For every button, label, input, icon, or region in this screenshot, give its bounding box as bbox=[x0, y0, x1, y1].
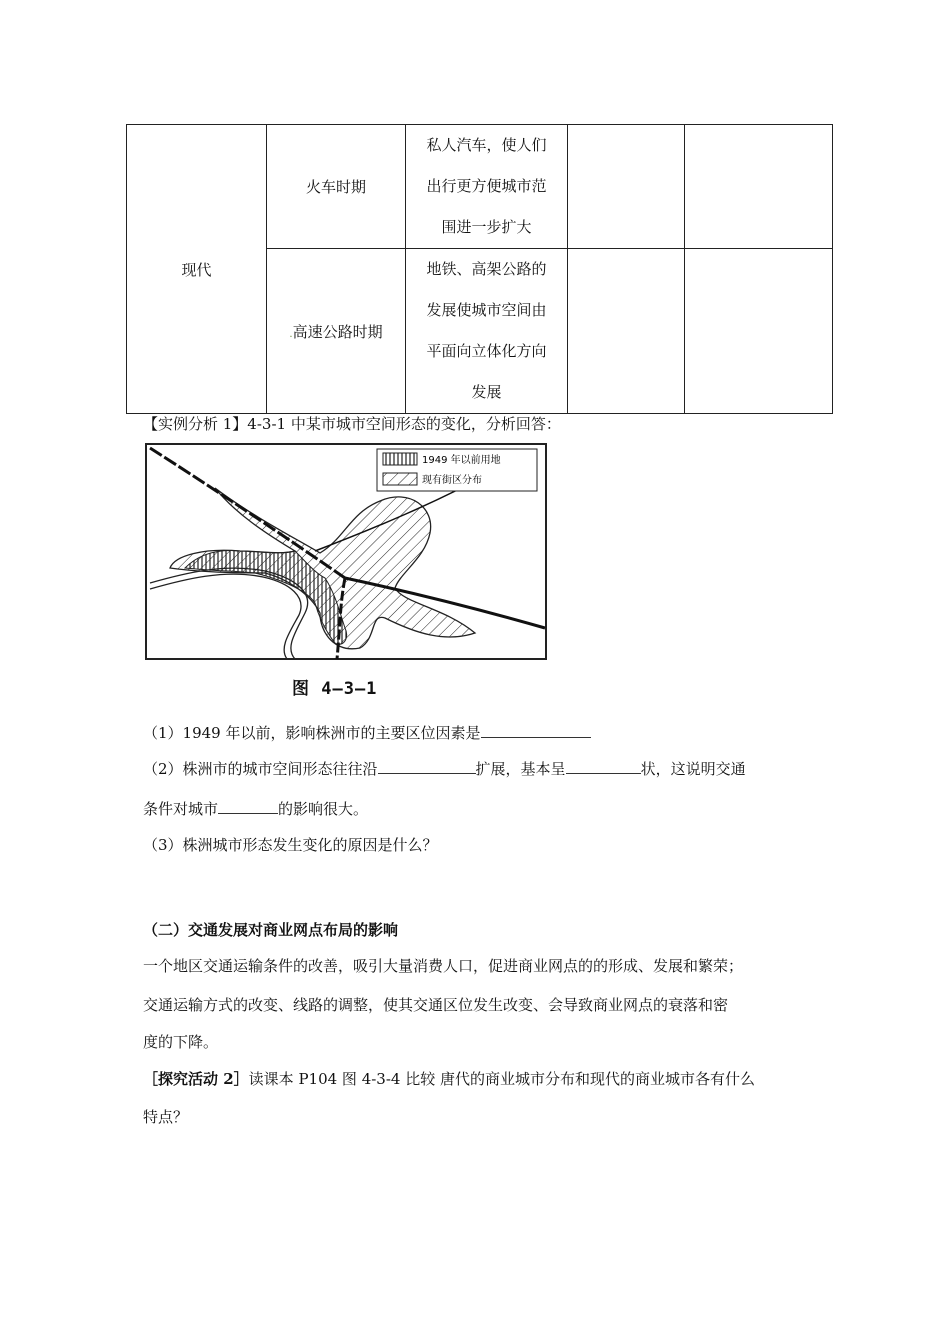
blank-input[interactable] bbox=[481, 723, 591, 738]
desc-line: 地铁、高架公路的 bbox=[426, 260, 547, 278]
period-label: 高速公路时期 bbox=[292, 322, 383, 341]
blank-input[interactable] bbox=[566, 759, 641, 774]
question-2-text: 的影响很大。 bbox=[278, 800, 369, 818]
era-label: 现代 bbox=[181, 260, 212, 279]
activity-line bbox=[143, 1068, 755, 1089]
question-3: （3）株洲城市形态发生变化的原因是什么？ bbox=[143, 836, 438, 854]
blank-input[interactable] bbox=[218, 799, 278, 814]
era-cell bbox=[127, 125, 267, 414]
period-label: 火车时期 bbox=[305, 178, 366, 196]
question-2-cont bbox=[143, 798, 368, 819]
question-2 bbox=[143, 758, 746, 779]
period-cell bbox=[267, 249, 406, 414]
desc-line: 平面向立体化方向 bbox=[426, 342, 547, 360]
question-2-text: 状，这说明交通 bbox=[640, 760, 746, 778]
question-2-text: 扩展，基本呈 bbox=[475, 760, 566, 778]
empty-cell[interactable] bbox=[568, 125, 685, 249]
city-map-figure bbox=[145, 443, 547, 660]
section-paragraph-line: 交通运输方式的改变、线路的调整，使其交通区位发生改变、会导致商业网点的衰落和密 bbox=[143, 996, 729, 1014]
desc-cell bbox=[406, 249, 568, 414]
legend-old-land: 1949 年以前用地 bbox=[422, 455, 501, 466]
period-cell bbox=[267, 125, 406, 249]
example-heading: 【实例分析 1】4-3-1 中某市城市空间形态的变化，分析回答： bbox=[143, 415, 561, 433]
history-table bbox=[126, 124, 833, 414]
question-1-text: （1）1949 年以前，影响株洲市的主要区位因素是 bbox=[143, 724, 481, 742]
figure-caption: 图 4—3—1 bbox=[292, 679, 378, 699]
question-2-text: （2）株洲市的城市空间形态往往沿 bbox=[143, 760, 378, 778]
desc-line: 出行更方便城市范 bbox=[426, 177, 547, 195]
empty-cell[interactable] bbox=[685, 249, 833, 414]
desc-cell bbox=[406, 125, 568, 249]
empty-cell[interactable] bbox=[685, 125, 833, 249]
empty-cell[interactable] bbox=[568, 249, 685, 414]
period-mark: . bbox=[289, 328, 293, 340]
desc-line: 发展 bbox=[471, 383, 502, 401]
section-title: （二）交通发展对商业网点布局的影响 bbox=[143, 921, 399, 939]
blank-input[interactable] bbox=[378, 759, 476, 774]
activity-line-2: 特点？ bbox=[143, 1108, 189, 1126]
legend-current-district: 现有街区分布 bbox=[422, 475, 482, 486]
desc-line: 发展使城市空间由 bbox=[426, 301, 547, 319]
activity-label: ［探究活动 2］ bbox=[143, 1070, 249, 1088]
question-2-text: 条件对城市 bbox=[143, 800, 219, 818]
question-1 bbox=[143, 722, 591, 743]
activity-text: 读课本 P104 图 4-3-4 比较 唐代的商业城市分布和现代的商业城市各有什么 bbox=[248, 1070, 756, 1088]
desc-line: 围进一步扩大 bbox=[441, 218, 532, 236]
section-paragraph-line: 度的下降。 bbox=[143, 1033, 219, 1051]
section-paragraph-line: 一个地区交通运输条件的改善，吸引大量消费人口，促进商业网点的的形成、发展和繁荣； bbox=[143, 957, 744, 975]
desc-line: 私人汽车，使人们 bbox=[426, 136, 547, 154]
